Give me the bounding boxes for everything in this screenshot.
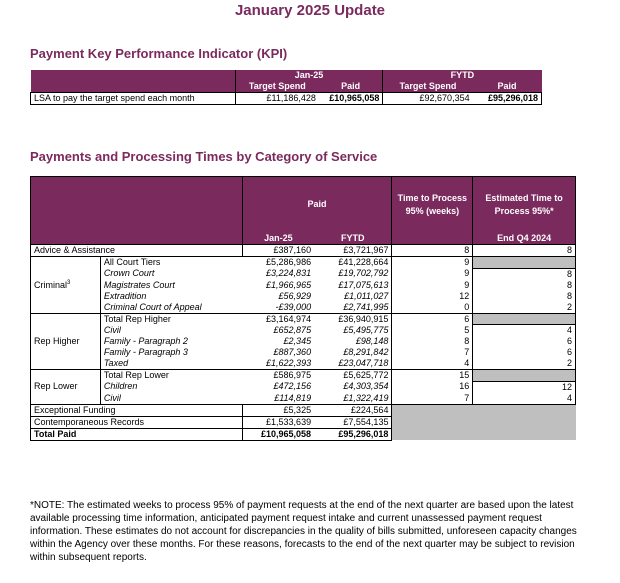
kpi-fytd-paid-header: Paid <box>473 81 542 93</box>
kpi-jan-paid: £10,965,058 <box>319 93 383 105</box>
group-rep-higher: Rep Higher <box>31 313 101 370</box>
table-row: Rep Lower Total Rep Lower £586,975 £5,625,772 15 <box>31 370 576 382</box>
kpi-jan-paid-header: Paid <box>319 81 383 93</box>
kpi-col-jan: Jan-25 <box>235 70 383 81</box>
table-row: Total Paid £10,965,058 £95,296,018 <box>31 428 576 440</box>
payments-heading: Payments and Processing Times by Category of Service <box>30 149 378 164</box>
payments-table <box>30 176 576 441</box>
table-row: Criminal Court of Appeal -£39,000 £2,741,995 0 2 <box>31 302 576 314</box>
header-paid: Paid <box>242 177 392 233</box>
table-row: Taxed £1,622,393 £23,047,718 4 2 <box>31 358 576 370</box>
kpi-fytd-target-header: Target Spend <box>383 81 473 93</box>
table-row: Extradition £56,929 £1,011,027 12 8 <box>31 291 576 302</box>
table-row: Civil £114,819 £1,322,419 7 4 <box>31 393 576 405</box>
header-time-to-process: Time to Process 95% (weeks) <box>392 177 473 233</box>
table-row: Contemporaneous Records £1,533,639 £7,554,135 <box>31 416 576 428</box>
kpi-jan-target-header: Target Spend <box>235 81 319 93</box>
kpi-row-label: LSA to pay the target spend each month <box>31 93 236 105</box>
kpi-fytd-paid: £95,296,018 <box>473 93 542 105</box>
kpi-table <box>30 70 542 105</box>
footnote: *NOTE: The estimated weeks to process 95% of payment requests at the end of the next quarter are based upon the latest available processing time information, anticipated payment request intake and current unassessed payment request information. These estimates do not account for discrepancies in the quality of bills submitted, unforeseen capacity changes within the Agency over these months. For these reasons, forecasts to the end of the next quarter may be subject to revision within subsequent reports. <box>30 500 577 563</box>
table-row: Family - Paragraph 3 £887,360 £8,291,842 7 6 <box>31 347 576 358</box>
kpi-jan-target: £11,186,428 <box>235 93 319 105</box>
table-row: Magistrates Court £1,966,965 £17,075,613 9 8 <box>31 280 576 291</box>
table-row: Children £472,156 £4,303,354 16 12 <box>31 381 576 393</box>
table-row: Advice & Assistance £387,160 £3,721,967 8 8 <box>31 245 576 257</box>
kpi-fytd-target: £92,670,354 <box>383 93 473 105</box>
page-title: January 2025 Update <box>234 2 386 19</box>
header-jan: Jan-25 <box>242 233 314 245</box>
table-row: Rep Higher Total Rep Higher £3,164,974 £36,940,915 6 <box>31 313 576 325</box>
group-rep-lower: Rep Lower <box>31 370 101 405</box>
table-row: Exceptional Funding £5,325 £224,564 <box>31 404 576 416</box>
table-row: Family - Paragraph 2 £2,345 £98,148 8 6 <box>31 336 576 347</box>
header-estimated-time: Estimated Time to Process 95%* <box>473 177 576 233</box>
group-criminal: Criminal$^3$ <box>31 257 101 314</box>
kpi-heading: Payment Key Performance Indicator (KPI) <box>30 46 288 61</box>
kpi-col-fytd: FYTD <box>383 70 542 81</box>
table-row: Criminal$^3$ All Court Tiers £5,286,986 £41,228,664 9 <box>31 257 576 269</box>
header-fytd: FYTD <box>314 233 392 245</box>
table-row: Civil £652,875 £5,495,775 5 4 <box>31 325 576 337</box>
header-end-q4: End Q4 2024 <box>473 233 576 245</box>
table-row: Crown Court £3,224,831 £19,702,792 9 8 <box>31 268 576 280</box>
